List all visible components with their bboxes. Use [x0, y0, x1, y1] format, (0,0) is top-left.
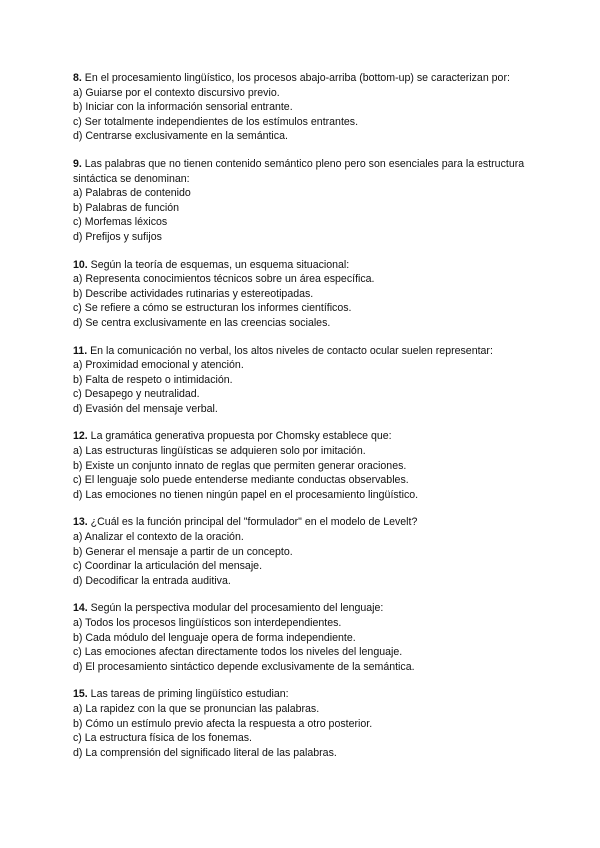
option-a: a) Representa conocimientos técnicos sobre un área específica.: [73, 273, 375, 286]
question-8: [73, 71, 540, 144]
option-a: a) Analizar el contexto de la oración.: [73, 531, 244, 544]
question-text: En la comunicación no verbal, los altos niveles de contacto ocular suelen representar:: [87, 344, 493, 357]
question-stem: [73, 601, 540, 616]
option-b: b) Generar el mensaje a partir de un concepto.: [73, 545, 293, 558]
question-10: [73, 258, 540, 331]
option-c: c) Ser totalmente independientes de los estímulos entrantes.: [73, 115, 359, 128]
question-stem: [73, 344, 540, 359]
question-13: [73, 515, 540, 588]
option-b: b) Existe un conjunto innato de reglas que permiten generar oraciones.: [73, 459, 407, 472]
option-c: c) El lenguaje solo puede entenderse mediante conductas observables.: [73, 474, 409, 487]
option-b: b) Cómo un estímulo previo afecta la respuesta a otro posterior.: [73, 717, 373, 730]
option-c: c) Se refiere a cómo se estructuran los informes científicos.: [73, 302, 352, 315]
question-stem: [73, 687, 540, 702]
question-stem: [73, 71, 540, 86]
option-a: a) Proximidad emocional y atención.: [73, 359, 244, 372]
question-stem: [73, 515, 540, 530]
option-d: d) Las emociones no tienen ningún papel en el procesamiento lingüístico.: [73, 488, 419, 501]
question-text: Según la teoría de esquemas, un esquema situacional:: [87, 258, 350, 271]
option-b: b) Describe actividades rutinarias y estereotipadas.: [73, 287, 314, 300]
question-stem: [73, 429, 540, 444]
question-number: 9.: [73, 157, 82, 170]
question-number: 12.: [73, 430, 88, 443]
question-text: La gramática generativa propuesta por Chomsky establece que:: [87, 430, 392, 443]
question-number: 15.: [73, 688, 88, 701]
question-text: Las tareas de priming lingüístico estudian:: [87, 688, 289, 701]
option-b: b) Cada módulo del lenguaje opera de forma independiente.: [73, 631, 356, 644]
option-d: d) Decodificar la entrada auditiva.: [73, 574, 231, 587]
option-d: d) La comprensión del significado literal de las palabras.: [73, 746, 337, 759]
question-number: 14.: [73, 602, 88, 615]
question-12: [73, 429, 540, 502]
question-text: En el procesamiento lingüístico, los procesos abajo-arriba (bottom-up) se caracterizan por:: [81, 72, 510, 84]
question-number: 11.: [73, 344, 88, 357]
option-c: c) Desapego y neutralidad.: [73, 388, 200, 401]
option-d: d) Evasión del mensaje verbal.: [73, 402, 218, 415]
option-c: c) Las emociones afectan directamente todos los niveles del lenguaje.: [73, 646, 403, 659]
option-d: d) Se centra exclusivamente en las creencias sociales.: [73, 316, 331, 329]
question-text: Las palabras que no tienen contenido semántico pleno pero son esenciales para la estructura sintáctica se denominan:: [73, 157, 525, 185]
question-stem: [73, 258, 540, 273]
option-c: c) La estructura física de los fonemas.: [73, 732, 252, 745]
question-11: [73, 344, 540, 417]
question-text: Según la perspectiva modular del procesamiento del lenguaje:: [87, 602, 384, 615]
option-b: b) Falta de respeto o intimidación.: [73, 373, 233, 386]
option-b: b) Palabras de función: [73, 201, 180, 214]
option-d: d) Centrarse exclusivamente en la semántica.: [73, 130, 288, 143]
question-14: [73, 601, 540, 674]
question-stem: [73, 157, 540, 186]
question-number: 10.: [73, 258, 88, 271]
option-d: d) El procesamiento sintáctico depende exclusivamente de la semántica.: [73, 660, 415, 673]
option-c: c) Morfemas léxicos: [73, 216, 168, 229]
question-number: 13.: [73, 516, 88, 529]
question-9: [73, 157, 540, 245]
option-b: b) Iniciar con la información sensorial entrante.: [73, 101, 293, 114]
question-text: ¿Cuál es la función principal del "formulador" en el modelo de Levelt?: [87, 516, 418, 529]
option-d: d) Prefijos y sufijos: [73, 230, 162, 243]
question-number: 8.: [73, 72, 82, 84]
option-a: a) Guiarse por el contexto discursivo previo.: [73, 86, 280, 99]
option-a: a) Las estructuras lingüísticas se adquieren solo por imitación.: [73, 445, 366, 458]
option-a: a) Todos los procesos lingüísticos son interdependientes.: [73, 617, 342, 629]
option-c: c) Coordinar la articulación del mensaje.: [73, 560, 263, 573]
question-15: [73, 687, 540, 760]
option-a: a) La rapidez con la que se pronuncian las palabras.: [73, 702, 320, 715]
option-a: a) Palabras de contenido: [73, 187, 191, 200]
